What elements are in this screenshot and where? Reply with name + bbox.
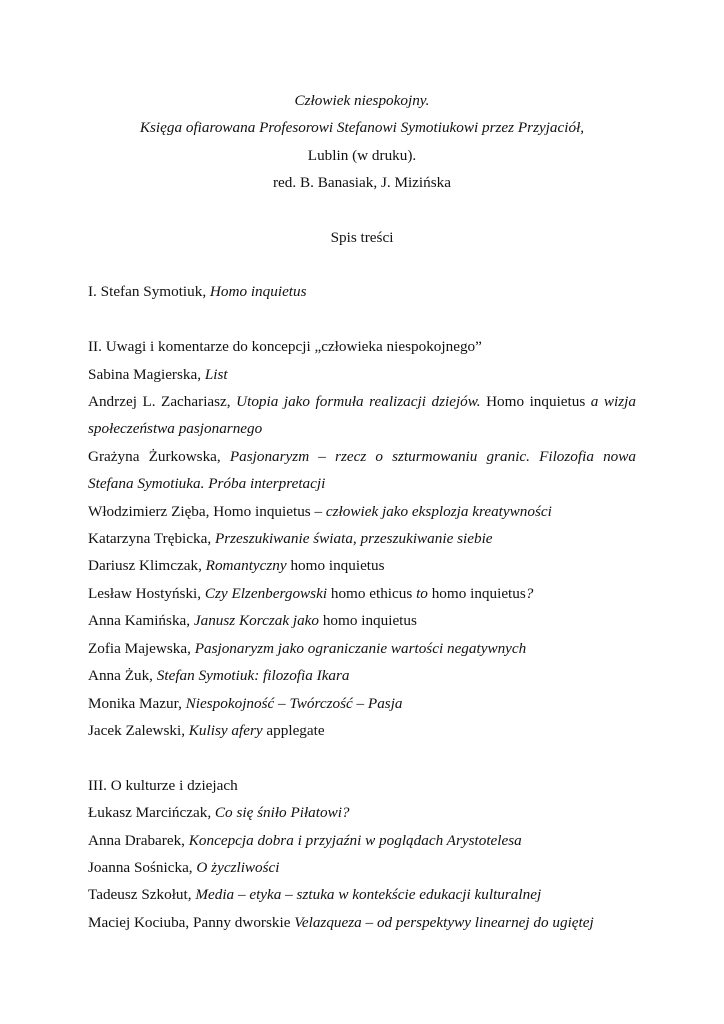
entry-title-part: Utopia jako formuła realizacji dziejów. bbox=[236, 393, 481, 411]
entry-title-part: homo inquietus bbox=[427, 584, 526, 602]
entry-title-part: to bbox=[416, 584, 428, 602]
entry-author: Grażyna Żurkowska, bbox=[88, 447, 230, 465]
toc-entry bbox=[88, 361, 636, 388]
entry-title-part: List bbox=[204, 365, 228, 383]
entry-author: Dariusz Klimczak, bbox=[88, 557, 206, 575]
entry-title-part: Velazqueza – od perspektywy linearnej do ugiętej bbox=[294, 913, 594, 931]
entry-author: Łukasz Marcińczak, bbox=[88, 804, 215, 822]
toc-entry bbox=[88, 717, 636, 744]
section-1 bbox=[88, 278, 636, 305]
entry-title-part: homo inquietus bbox=[286, 557, 385, 575]
section-1-label: I. Stefan Symotiuk, bbox=[88, 283, 210, 301]
section-1-title: Homo inquietus bbox=[209, 283, 307, 301]
toc-entry bbox=[88, 635, 636, 662]
entry-author: Katarzyna Trębicka, bbox=[88, 530, 215, 548]
entry-author: Anna Żuk, bbox=[88, 667, 157, 685]
entry-title-part: Romantyczny bbox=[205, 557, 287, 575]
entry-author: Włodzimierz Zięba, bbox=[88, 502, 214, 520]
toc-entry bbox=[88, 827, 636, 854]
entry-title-part: homo inquietus bbox=[319, 612, 417, 630]
entry-title-part: Niespokojność – Twórczość – Pasja bbox=[185, 694, 403, 712]
document-page bbox=[88, 87, 636, 936]
entry-title-part: Media – etyka – sztuka w kontekście edukacji kulturalnej bbox=[195, 886, 542, 904]
toc-entry bbox=[88, 909, 636, 936]
entry-author: Anna Kamińska, bbox=[88, 612, 194, 630]
entry-title-part: Pasjonaryzm – rzecz o szturmowaniu granic. Filozofia nowa Stefana Symotiuka. Próba interpretacji bbox=[88, 447, 636, 493]
entry-title-part: Janusz Korczak jako bbox=[193, 612, 320, 630]
section-2-heading: II. Uwagi i komentarze do koncepcji „człowieka niespokojnego” bbox=[88, 338, 482, 356]
section-2-entries bbox=[88, 361, 636, 745]
editors-line: red. B. Banasiak, J. Mizińska bbox=[272, 174, 451, 192]
entry-title-part: człowiek jako eksplozja kreatywności bbox=[325, 502, 552, 520]
toc-entry bbox=[88, 525, 636, 552]
entry-author: Tadeusz Szkołut, bbox=[88, 886, 196, 904]
toc-entry bbox=[88, 498, 636, 525]
entry-title-part: Stefan Symotiuk: filozofia Ikara bbox=[156, 667, 350, 685]
entry-title-part: Kulisy afery bbox=[188, 721, 263, 739]
entry-title-part: Panny dworskie bbox=[193, 913, 295, 931]
toc-entry bbox=[88, 854, 636, 881]
title-block bbox=[88, 87, 636, 197]
entry-author: Maciej Kociuba, bbox=[88, 913, 194, 931]
toc-entry bbox=[88, 662, 636, 689]
entry-title-part: Pasjonaryzm jako ograniczanie wartości negatywnych bbox=[194, 639, 527, 657]
toc-heading: Spis treści bbox=[330, 228, 394, 246]
book-subtitle: Księga ofiarowana Profesorowi Stefanowi Symotiukowi przez Przyjaciół, bbox=[139, 119, 585, 137]
section-2 bbox=[88, 333, 636, 744]
entry-title-part: Homo inquietus – bbox=[213, 502, 326, 520]
toc-entry bbox=[88, 799, 636, 826]
entry-title-part: homo ethicus bbox=[327, 584, 417, 602]
entry-title-part: ? bbox=[525, 584, 534, 602]
book-title: Człowiek niespokojny. bbox=[294, 92, 430, 109]
section-1-line bbox=[88, 278, 636, 305]
entry-author: Anna Drabarek, bbox=[88, 831, 189, 849]
entry-title-part: Przeszukiwanie świata, przeszukiwanie siebie bbox=[214, 530, 493, 548]
toc-entry bbox=[88, 552, 636, 579]
toc-entry bbox=[88, 607, 636, 634]
toc-entry bbox=[88, 690, 636, 717]
entry-title-part: Czy Elzenbergowski bbox=[204, 584, 328, 602]
entry-title-part: Homo inquietus bbox=[480, 393, 591, 411]
toc-entry bbox=[88, 580, 636, 607]
section-3-entries bbox=[88, 799, 636, 936]
toc-entry bbox=[88, 881, 636, 908]
entry-author: Joanna Sośnicka, bbox=[88, 858, 197, 876]
entry-author: Lesław Hostyński, bbox=[88, 584, 205, 602]
entry-title-part: Koncepcja dobra i przyjaźni w poglądach Arystotelesa bbox=[188, 831, 522, 849]
entry-author: Monika Mazur, bbox=[88, 694, 186, 712]
section-3 bbox=[88, 772, 636, 936]
entry-title-part: O życzliwości bbox=[196, 858, 280, 876]
entry-author: Jacek Zalewski, bbox=[88, 721, 189, 739]
toc-entry bbox=[88, 443, 636, 498]
entry-title-part: Co się śniło Piłatowi? bbox=[214, 804, 350, 822]
entry-title-part: applegate bbox=[262, 721, 325, 739]
toc-entry bbox=[88, 388, 636, 443]
entry-title-part: a wizja społeczeństwa pasjonarnego bbox=[88, 393, 636, 438]
publication-place: Lublin (w druku). bbox=[307, 146, 417, 164]
entry-author: Zofia Majewska, bbox=[88, 639, 195, 657]
entry-author: Andrzej L. Zachariasz, bbox=[88, 393, 237, 411]
section-3-heading: III. O kulturze i dziejach bbox=[88, 776, 238, 794]
entry-author: Sabina Magierska, bbox=[88, 365, 205, 383]
